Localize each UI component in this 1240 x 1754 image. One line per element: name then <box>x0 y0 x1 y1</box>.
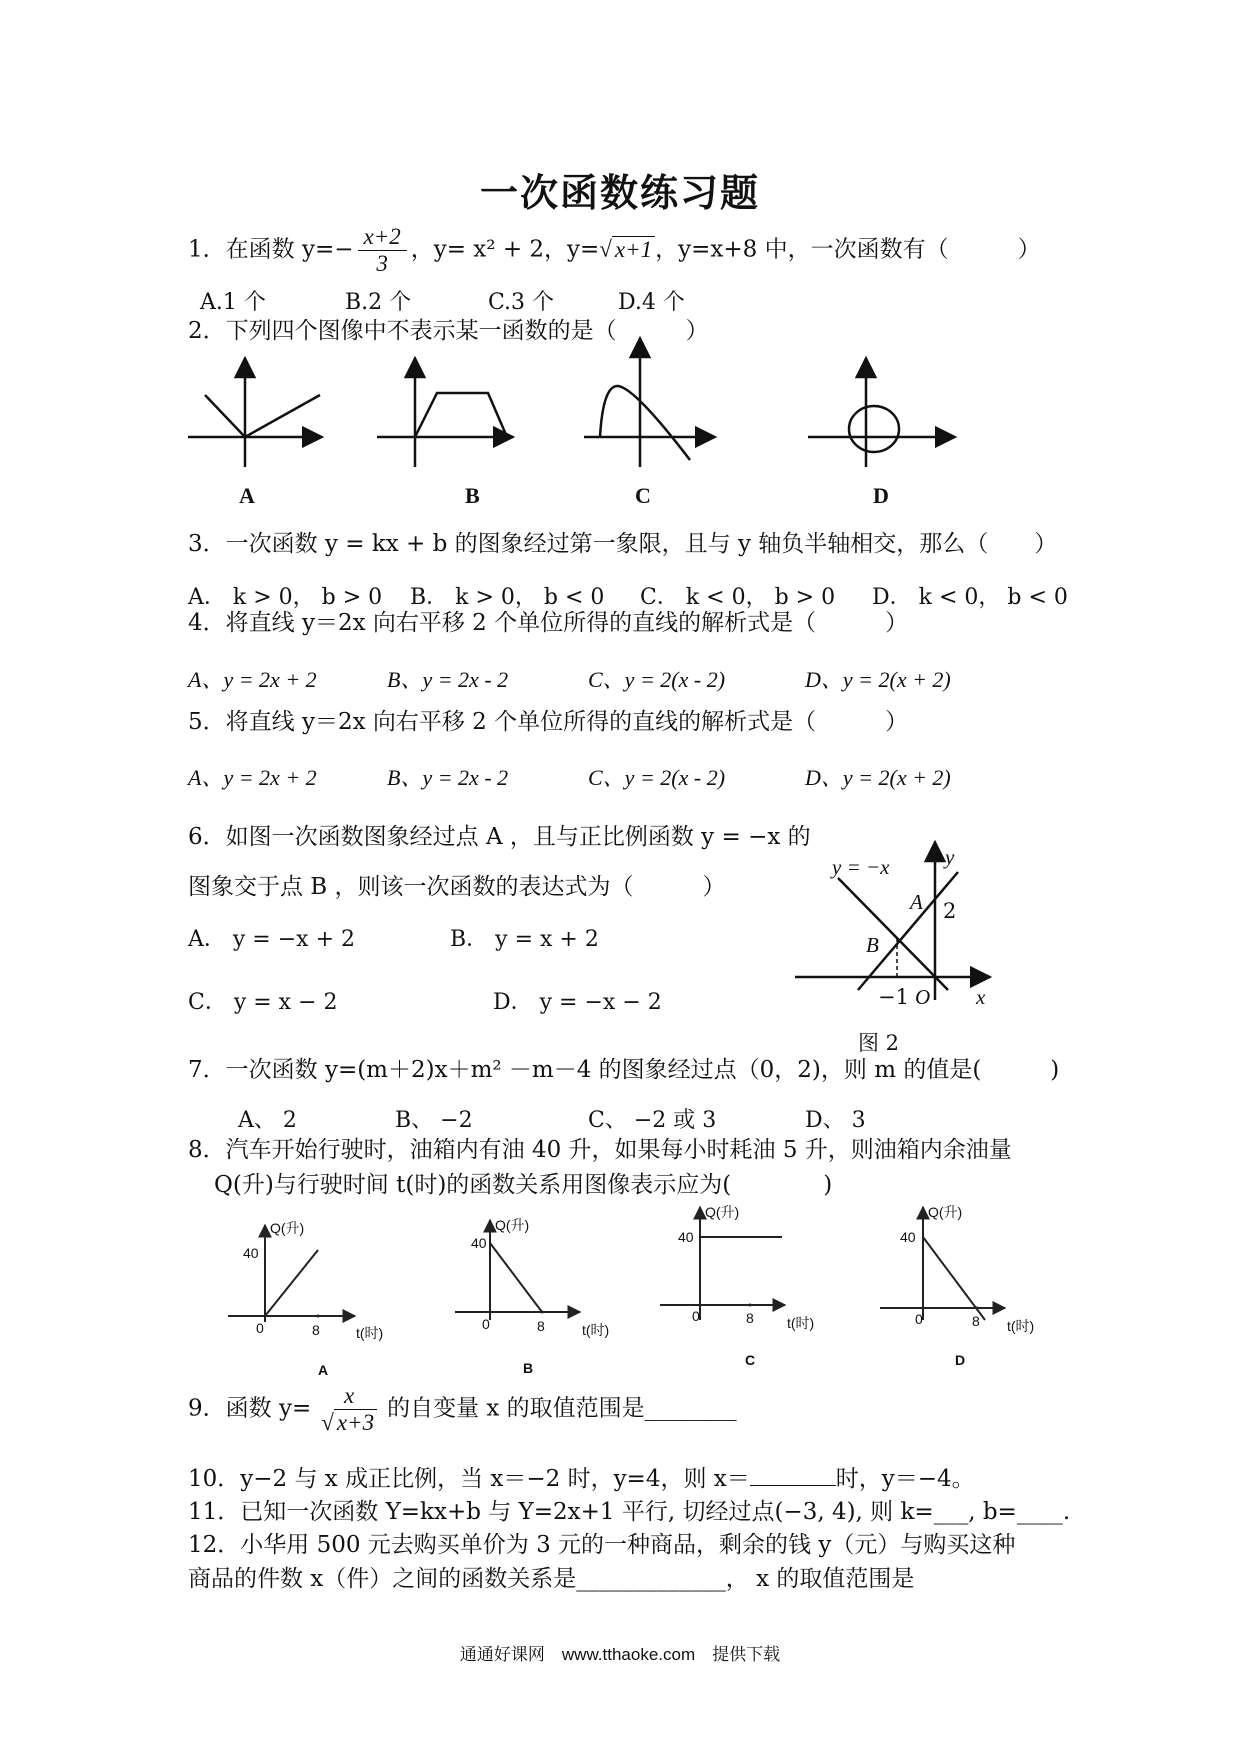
q3-option-a: A． k > 0， b > 0 <box>188 585 383 610</box>
q8-b-origin: 0 <box>482 1316 490 1332</box>
q5-option-d: D、y = 2(x + 2) <box>805 765 951 790</box>
q2-label-c: C <box>635 483 651 508</box>
q2-label-b: B <box>465 483 480 508</box>
q8-label-a: A <box>318 1362 329 1378</box>
q8-c-tick-x: 8 <box>746 1310 754 1326</box>
q8-d-x-label: t(时) <box>1007 1318 1035 1334</box>
q1-radicand: x+1 <box>612 236 655 262</box>
q9-suffix: 的自变量 x 的取值范围是________ <box>387 1395 737 1422</box>
q6-point-b: B <box>866 933 879 957</box>
q9-prefix: 9．函数 y= <box>188 1395 312 1422</box>
q6-option-d: D． y = −x − 2 <box>493 990 662 1015</box>
question-11: 11．已知一次函数 Y=kx+b 与 Y=2x+1 平行, 切经过点(−3, 4), 则 k=___, b=____. <box>188 1499 1071 1525</box>
q4-option-d: D、y = 2(x + 2) <box>805 667 951 692</box>
q10-blank[interactable] <box>750 1463 836 1486</box>
q9-fraction <box>315 1383 383 1436</box>
q8-a-tick-x: 8 <box>312 1322 320 1338</box>
q9-radicand: x+3 <box>334 1409 377 1435</box>
question-12-line1: 12．小华用 500 元去购买单价为 3 元的一种商品，剩余的钱 y（元）与购买这种 <box>188 1532 1016 1558</box>
q1-func2: ，y= x² + 2，y= <box>410 236 600 263</box>
q1-sqrt: √ x+1 <box>599 236 655 262</box>
question-2: 2．下列四个图像中不表示某一函数的是（ ） <box>188 318 709 344</box>
q8-a-tick-y: 40 <box>243 1245 259 1261</box>
q8-a-y-label: Q(升) <box>270 1220 305 1236</box>
question-3: 3．一次函数 y = kx + b 的图象经过第一象限，且与 y 轴负半轴相交，那么（ ） <box>188 531 1058 557</box>
q8-d-origin: 0 <box>915 1311 923 1327</box>
q8-c-origin: 0 <box>692 1308 700 1324</box>
q6-point-a: A <box>910 890 923 914</box>
q1-option-c: C.3 个 <box>488 290 555 315</box>
q6-y-axis-label: y <box>945 845 955 869</box>
q6-tick-y: 2 <box>943 899 957 923</box>
q7-option-d: D、 3 <box>805 1108 866 1133</box>
q8-c-y-label: Q(升) <box>705 1204 740 1220</box>
q8-a-origin: 0 <box>256 1320 264 1336</box>
question-10 <box>188 1463 975 1494</box>
q7-option-a: A、 2 <box>238 1108 297 1133</box>
q1-fraction-num: x+2 <box>358 224 407 251</box>
q8-graph-c <box>660 1207 785 1320</box>
footer-credit: 通通好课网 www.tthaoke.com 提供下载 <box>459 1645 781 1664</box>
q5-option-c: C、y = 2(x - 2) <box>588 765 726 790</box>
q5-option-a: A、y = 2x + 2 <box>188 765 317 790</box>
question-8-line1: 8．汽车开始行驶时，油箱内有油 40 升，如果每小时耗油 5 升，则油箱内余油量 <box>188 1137 1012 1163</box>
question-6-line1: 6．如图一次函数图象经过点 A ，且与正比例函数 y = −x 的 <box>188 824 811 850</box>
question-6-line2: 图象交于点 B ，则该一次函数的表达式为（ ） <box>188 874 726 900</box>
q8-b-y-label: Q(升) <box>495 1217 530 1233</box>
q8-graph-a <box>228 1225 355 1322</box>
q6-x-axis-label: x <box>976 985 986 1009</box>
q1-option-b: B.2 个 <box>345 290 412 315</box>
question-8-line2: Q(升)与行驶时间 t(时)的函数关系用图像表示应为( ) <box>214 1172 833 1198</box>
q7-option-b: B、 −2 <box>395 1108 473 1133</box>
q3-option-b: B． k > 0， b < 0 <box>410 585 605 610</box>
question-9 <box>188 1383 737 1436</box>
q8-a-x-label: t(时) <box>356 1325 384 1341</box>
q3-option-d: D． k < 0， b < 0 <box>872 585 1068 610</box>
q2-label-a: A <box>239 483 255 508</box>
q8-d-tick-y: 40 <box>900 1229 916 1245</box>
q6-origin: O <box>915 985 931 1009</box>
q8-d-y-label: Q(升) <box>928 1204 963 1220</box>
q4-option-a: A、y = 2x + 2 <box>188 667 317 692</box>
q10-part1: 10．y−2 与 x 成正比例，当 x＝−2 时，y=4，则 x＝ <box>188 1466 750 1492</box>
q3-option-c: C． k < 0， b > 0 <box>640 585 836 610</box>
q8-b-x-label: t(时) <box>582 1322 610 1338</box>
question-5: 5．将直线 y＝2x 向右平移 2 个单位所得的直线的解析式是（ ） <box>188 709 909 735</box>
q6-option-b: B． y = x + 2 <box>450 927 599 952</box>
q1-minus: − <box>334 236 354 263</box>
q4-option-b: B、y = 2x - 2 <box>387 667 509 692</box>
q6-option-a: A． y = −x + 2 <box>188 927 355 952</box>
q1-fraction-den: 3 <box>376 251 388 276</box>
q1-option-d: D.4 个 <box>618 290 685 315</box>
q8-b-tick-x: 8 <box>537 1318 545 1334</box>
q1-option-a: A.1 个 <box>200 290 266 315</box>
q9-fraction-num: x <box>338 1383 360 1410</box>
q6-tick-x: −1 <box>878 985 909 1009</box>
page-title: 一次函数练习题 <box>479 170 760 215</box>
q8-label-c: C <box>745 1352 756 1368</box>
q6-line-label: y = −x <box>832 855 890 879</box>
q9-fraction-den: √ x+3 <box>315 1410 383 1436</box>
q8-label-b: B <box>523 1360 534 1376</box>
q8-d-tick-x: 8 <box>972 1313 980 1329</box>
q1-stem-prefix: 1．在函数 y= <box>188 236 335 263</box>
q7-option-c: C、 −2 或 3 <box>588 1108 717 1133</box>
q10-part2: 时，y＝−4。 <box>835 1466 975 1492</box>
q8-c-x-label: t(时) <box>787 1315 815 1331</box>
q8-graph-d <box>880 1207 1005 1320</box>
q2-label-d: D <box>873 483 889 508</box>
q6-caption: 图 2 <box>858 1031 900 1055</box>
q1-stem-suffix: ，y=x+8 中，一次函数有（ ） <box>655 236 1041 263</box>
q4-option-c: C、y = 2(x - 2) <box>588 667 726 692</box>
q8-c-tick-y: 40 <box>678 1229 694 1245</box>
question-4: 4．将直线 y＝2x 向右平移 2 个单位所得的直线的解析式是（ ） <box>188 610 909 636</box>
q6-option-c: C． y = x − 2 <box>188 990 338 1015</box>
question-12-line2: 商品的件数 x（件）之间的函数关系是_____________， x 的取值范围是 <box>188 1566 915 1592</box>
question-7: 7．一次函数 y=(m＋2)x＋m² －m－4 的图象经过点（0，2)，则 m 的值是( ) <box>188 1057 1060 1083</box>
q8-b-tick-y: 40 <box>471 1235 487 1251</box>
q8-label-d: D <box>955 1352 966 1368</box>
q5-option-b: B、y = 2x - 2 <box>387 765 509 790</box>
